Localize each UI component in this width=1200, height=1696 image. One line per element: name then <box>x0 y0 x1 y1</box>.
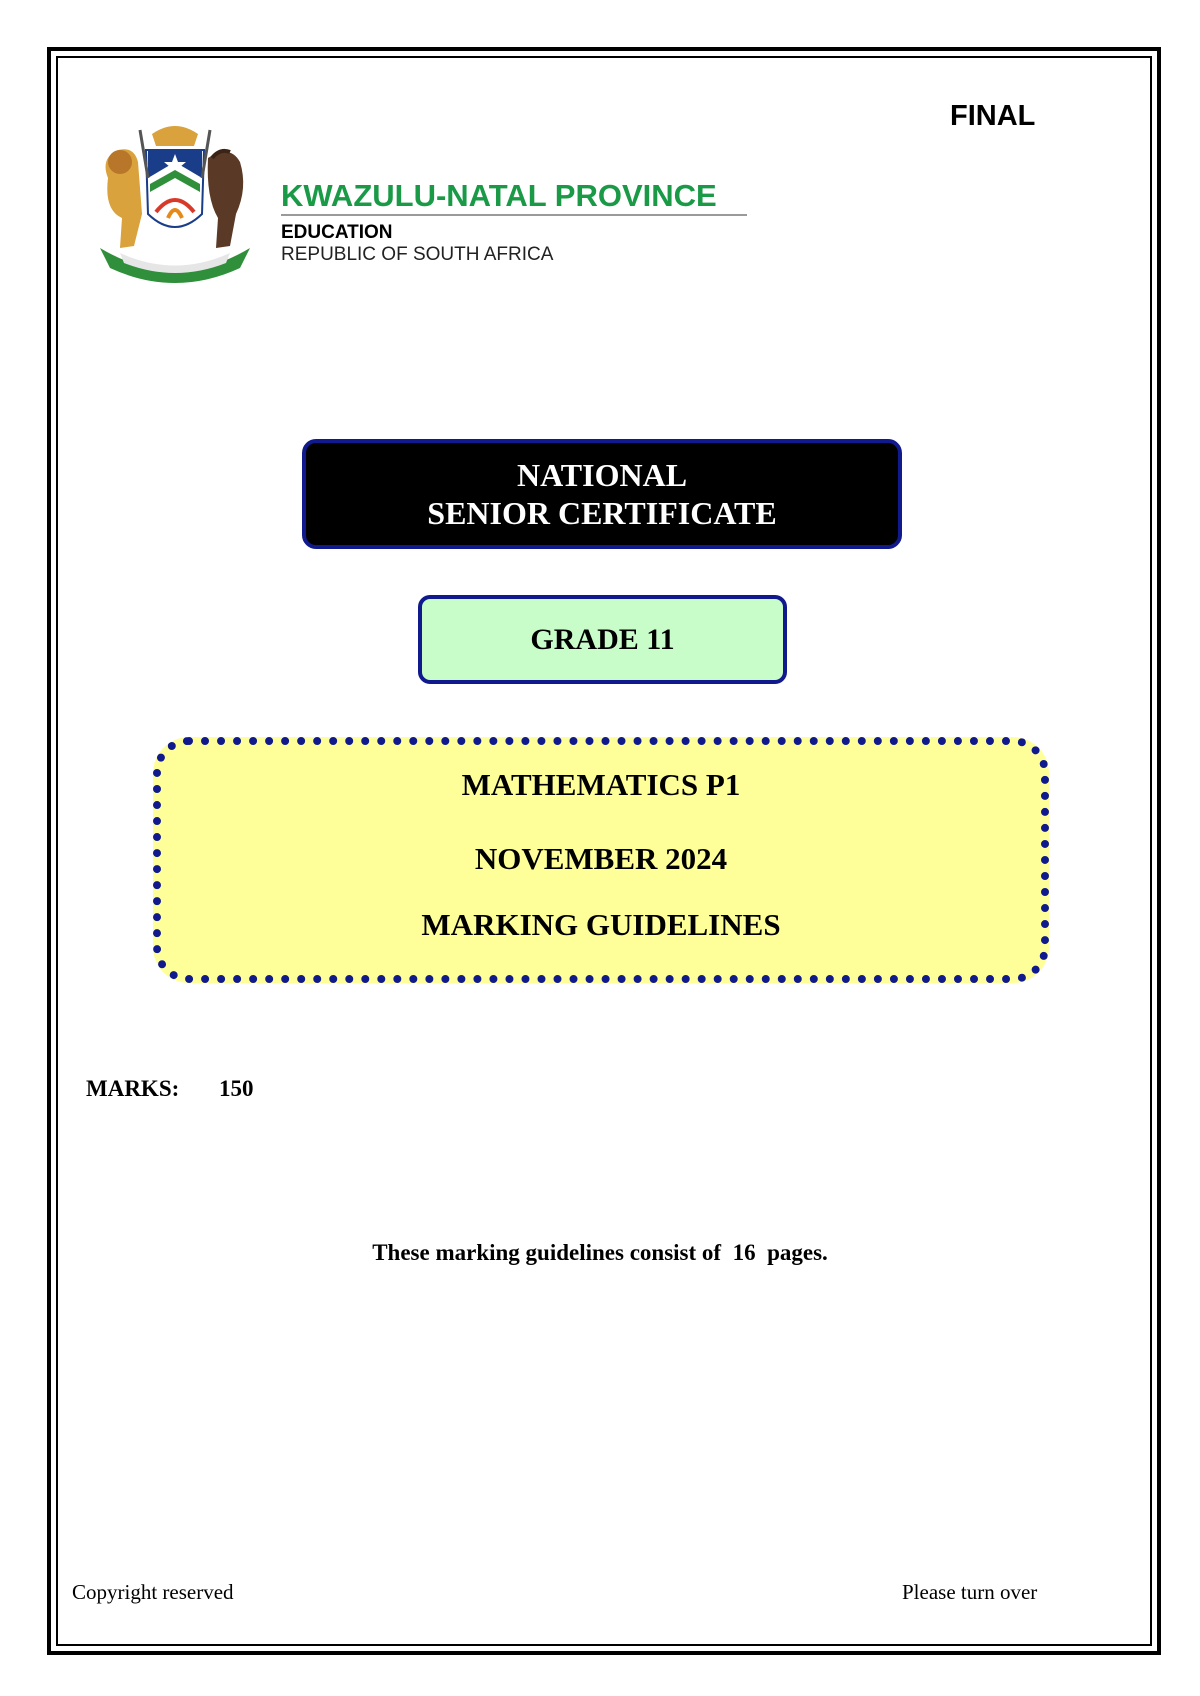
certificate-line-2: SENIOR CERTIFICATE <box>427 495 777 531</box>
subject-title: MATHEMATICS P1 <box>461 767 741 802</box>
province-name: KWAZULU-NATAL PROVINCE <box>281 178 717 213</box>
marks-value: 150 <box>219 1076 254 1101</box>
grade-label: GRADE 11 <box>530 622 675 656</box>
subject-box <box>153 737 1049 983</box>
marks-line <box>86 1076 254 1102</box>
footer-copyright: Copyright reserved <box>72 1580 234 1604</box>
kzn-coat-of-arms-icon <box>90 118 260 286</box>
exam-session: NOVEMBER 2024 <box>474 841 728 876</box>
header-divider <box>281 214 747 216</box>
department-name: EDUCATION <box>281 222 393 243</box>
grade-box <box>418 595 787 684</box>
footer-turn-over: Please turn over <box>902 1580 1038 1604</box>
marks-label: MARKS: <box>86 1076 180 1101</box>
document-type: MARKING GUIDELINES <box>421 907 781 942</box>
page-count-note: These marking guidelines consist of 16 pages. <box>372 1240 828 1265</box>
certificate-title-box <box>302 439 902 549</box>
country-name: REPUBLIC OF SOUTH AFRICA <box>281 244 554 265</box>
final-label: FINAL <box>950 100 1036 132</box>
certificate-line-1: NATIONAL <box>516 457 688 493</box>
